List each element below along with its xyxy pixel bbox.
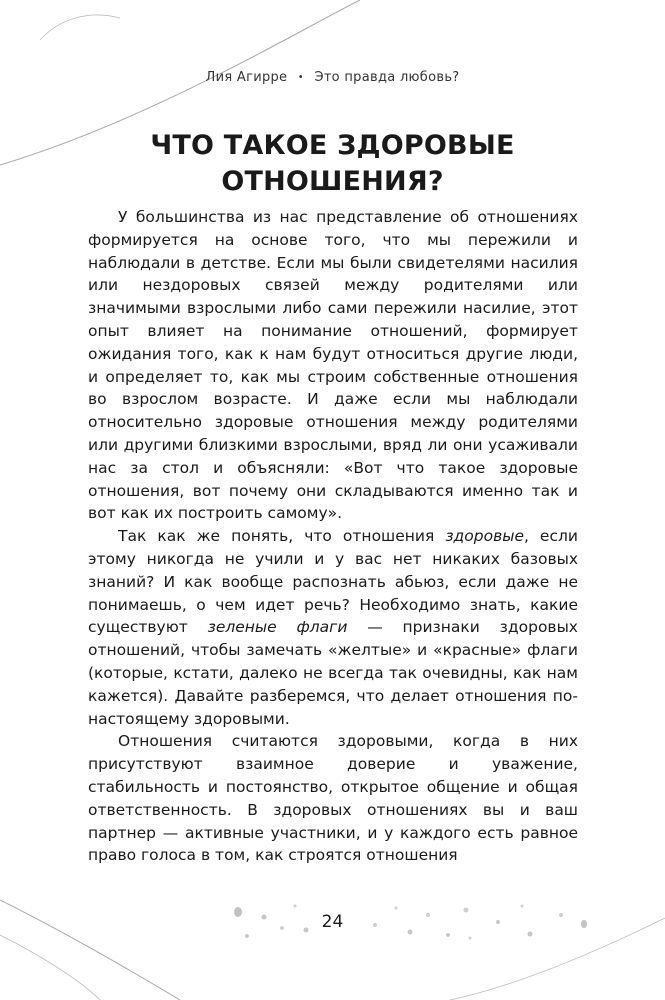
paragraph-2-emphasis-healthy: здоровые [445,527,524,546]
paragraph-2 [88,525,578,730]
paragraph-2-emphasis-green-flags: зеленые флаги [207,618,348,637]
running-header [0,70,665,85]
chapter-title-line-1: ЧТО ТАКОЕ ЗДОРОВЫЕ [150,130,515,161]
paragraph-2-text-a: Так как же понять, что отношения [118,527,446,546]
chapter-title-line-2: ОТНОШЕНИЯ? [221,166,444,197]
header-author: Лия Агирре [205,70,288,85]
paragraph-1: У большинства из нас представление об отношениях формируется на основе того, что мы пережили и наблюдали в детстве. Если мы были свидетелями насилия или нездоровых связей между родителями или значимыми взрослыми либо сами пережили насилие, этот опыт влияет на понимание отношений, формирует ожидания того, как к нам будут относиться другие люди, и определяет то, как мы строим собственные отношения во взрослом возрасте. И даже если мы наблюдали относительно здоровые отношения между родителями или другими близкими взрослыми, вряд ли они усаживали нас за стол и объясняли: «Вот что такое здоровые отношения, вот почему они складываются именно так и вот как их построить самому». [88,208,578,523]
paragraph-2-text-c: — признаки здоровых отношений, чтобы замечать «желтые» и «красные» флаги (которые, кстати, далеко не всегда так очевидны, как нам кажется). Давайте разберемся, что делает отношения по-настоящему здоровыми. [88,618,578,728]
paragraph-2-text-b: , если этому никогда не учили и у вас нет никаких базовых знаний? И как вообще распознать абьюз, если даже не понимаешь, о чем идет речь? Необходимо знать, какие существуют [88,527,578,637]
header-separator: • [297,72,304,83]
header-book-title: Это правда любовь? [314,70,460,85]
page-number: 24 [321,912,344,932]
chapter-title [0,128,665,200]
paragraph-3: Отношения считаются здоровыми, когда в них присутствуют взаимное доверие и уважение, стабильность и постоянство, открытое общение и общая ответственность. В здоровых отношениях вы и ваш партнер — активные участники, и у каждого есть равное право голоса в том, как строятся отношения [88,732,578,865]
body-text [88,206,578,867]
